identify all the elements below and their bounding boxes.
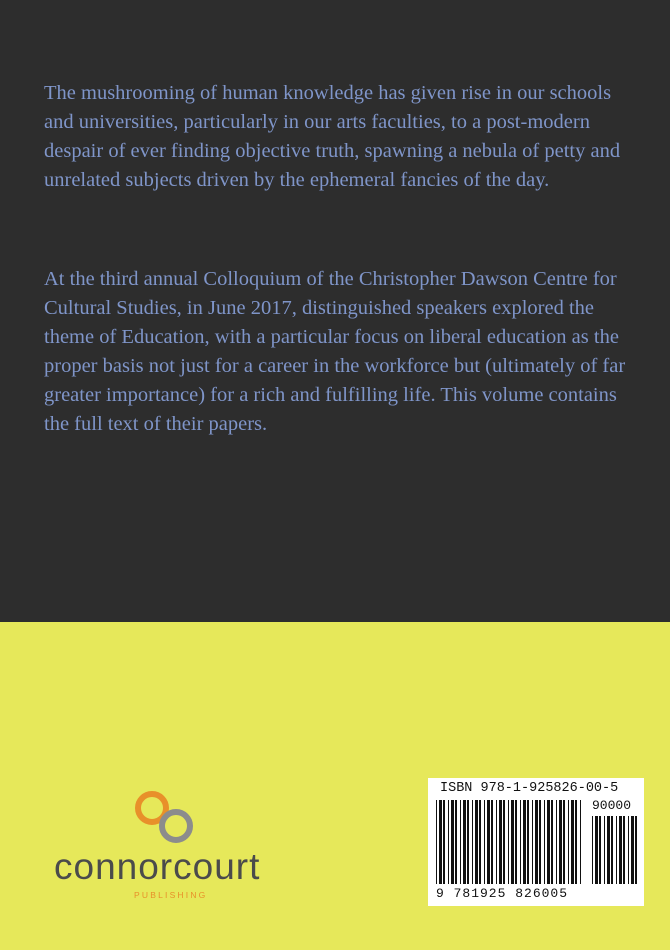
ean-digits: 9 781925 826005 <box>436 886 569 901</box>
blurb-paragraph-1: The mushrooming of human knowledge has given rise in our schools and universities, particularly in our arts faculties, to a post-modern despair of ever finding objective truth, spawning a nebula of petty and unrelated subjects driven by the ephemeral fancies of the day. <box>44 82 621 191</box>
publisher-tagline: PUBLISHING <box>134 890 208 900</box>
rings-icon <box>54 788 294 848</box>
publisher-name: connorcourt <box>54 846 261 887</box>
price-code: 90000 <box>592 798 632 813</box>
isbn-barcode <box>428 778 644 906</box>
blurb-paragraph-2: At the third annual Colloquium of the Christopher Dawson Centre for Cultural Studies, in June 2017, distinguished speakers explored the theme of Education, with a particular focus on liberal education as the proper basis not just for a career in the workforce but (ultimately of far greater importance) for a rich and fulfilling life. This volume contains the full text of their papers. <box>44 268 626 435</box>
publisher-logo <box>54 788 294 908</box>
isbn-label: ISBN 978-1-925826-00-5 <box>440 781 619 796</box>
